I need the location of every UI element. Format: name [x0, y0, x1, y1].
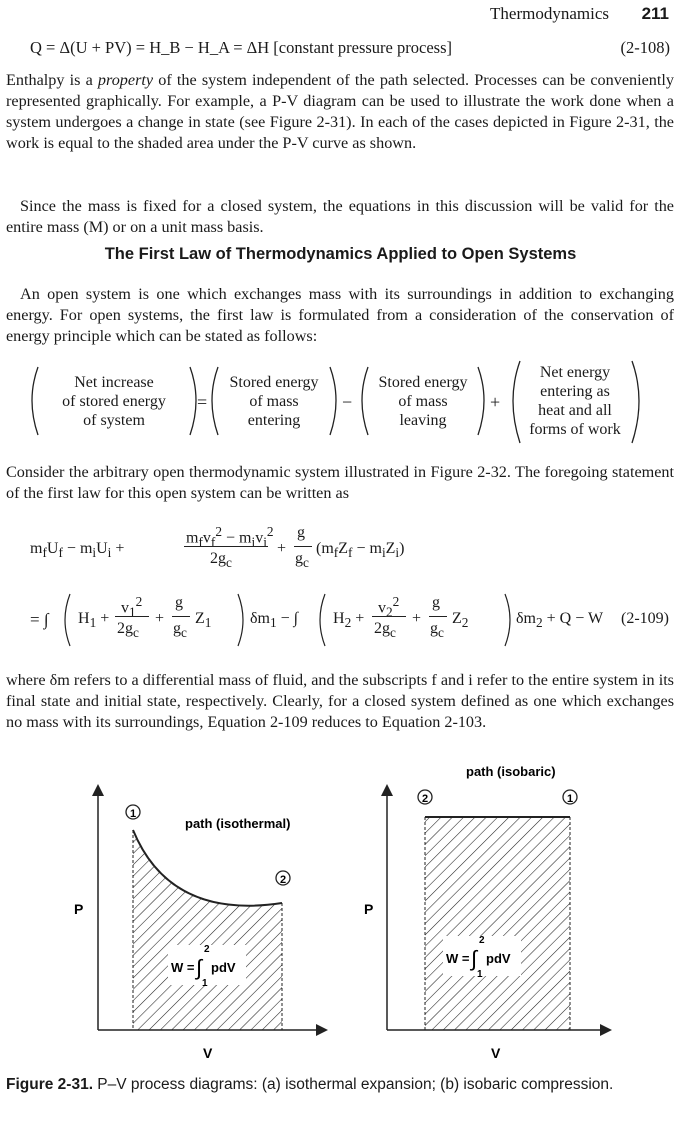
term-net-energy [514, 363, 636, 439]
operator-plus: + [490, 392, 501, 412]
svg-text:∫: ∫ [471, 946, 478, 971]
plus-op: + [277, 540, 287, 557]
panel-a-isothermal [74, 790, 322, 1070]
rhs-g1-num: g [175, 594, 183, 611]
term1-line1: Net increase [74, 374, 154, 391]
term2-line3: entering [247, 412, 301, 429]
rhs-plus1: + [155, 610, 165, 627]
caption-label: Figure 2-31. [6, 1076, 93, 1093]
rhs-g2-num: g [432, 594, 440, 611]
section-title: The First Law of Thermodynamics Applied to Open Systems [104, 245, 577, 263]
panel-a-p-label: P [74, 901, 84, 917]
panel-b-state2: 2 [421, 793, 429, 805]
svg-text:∫: ∫ [196, 955, 203, 980]
para3-text: An open system is one which exchanges mass with its surroundings in addition to exchanging energy. For open systems, the first law is formulated from a consideration of the conservation of energy principle which can be stated as follows: [6, 285, 674, 345]
svg-text:W =: W = [446, 951, 470, 966]
potential-terms: $(m_fZ_f - m_iZ_i)$ [316, 540, 405, 561]
rhs-v2-num: $v_2^2$ [378, 594, 400, 620]
para2-text: Since the mass is fixed for a closed system, the equations in this discussion will be valid for the entire mass (M) or on a unit mass basis. [6, 197, 674, 236]
rhs-bar2 [172, 616, 190, 617]
panel-b-shaded-area [425, 817, 570, 1030]
para1-text-a: Enthalpy is a [6, 71, 98, 89]
figure-2-31 [0, 760, 681, 1070]
para4-text: Consider the arbitrary open thermodynamic system illustrated in Figure 2-32. The foregoing statement of the first law for this open system can be written as [6, 463, 674, 502]
paragraph-closed-system [6, 196, 674, 238]
panel-a-v-label: V [203, 1045, 213, 1061]
operator-minus: − [342, 392, 353, 412]
term4-line3: heat and all [538, 402, 612, 419]
panel-b-v-label: V [491, 1045, 501, 1061]
svg-text:2: 2 [479, 935, 485, 946]
rhs-v2-den: $2g_c$ [374, 620, 396, 641]
kinetic-denominator: $2g_c$ [210, 550, 232, 571]
term4-line2: entering as [540, 383, 610, 400]
term4-line1: Net energy [539, 364, 611, 381]
caption-text: P–V process diagrams: (a) isothermal expansion; (b) isobaric compression. [93, 1076, 614, 1093]
para1-text-b: of the system independent of the path selected. Processes can be conveniently represented graphically. For example, a P-V diagram can be used to illustrate the work done when a system undergoes a change in state (see Figure 2-31). In each of the cases depicted in Figure 2-31, the work is equal to the shaded area under the P-V curve as shown. [6, 71, 674, 152]
figure-caption [6, 1075, 674, 1095]
rhs-z2: $Z_2$ [452, 610, 469, 631]
term1-line3: of system [83, 412, 145, 429]
para1-italic: property [97, 71, 154, 89]
panel-a-path-label: path (isothermal) [185, 816, 291, 831]
kinetic-numerator: $m_fv_f^2 - m_iv_i^2$ [186, 524, 274, 550]
rhs-v1-num: $v_1^2$ [121, 594, 143, 620]
rhs-h2: $H_2$ + [333, 610, 365, 631]
rhs-bar1 [115, 616, 149, 617]
term2-line2: of mass [249, 393, 299, 410]
rhs-plus2: + [412, 610, 422, 627]
rhs-g2-den: $g_c$ [430, 620, 444, 641]
term-stored-leaving [364, 373, 482, 430]
rhs-dm2: $\delta m_2 + Q - W$ [516, 610, 604, 631]
panel-a-work-integral [168, 944, 246, 989]
rhs-z1: $Z_1$ [195, 610, 212, 631]
term3-line2: of mass [398, 393, 448, 410]
panel-a-state2: 2 [279, 874, 287, 886]
page-header [0, 4, 681, 26]
running-head: Thermodynamics [490, 4, 609, 23]
term-stored-entering [215, 373, 333, 430]
equation-2-108 [30, 38, 670, 58]
rhs-eq: = ∫ [30, 610, 49, 629]
panel-b-state1: 1 [566, 793, 574, 805]
svg-text:2: 2 [204, 944, 210, 955]
equation-number: (2-108) [620, 38, 670, 57]
term-net-increase [36, 373, 192, 430]
equation-2-109-number: (2-109) [621, 610, 669, 627]
term3-line1: Stored energy [378, 374, 468, 391]
svg-text:pdV: pdV [211, 960, 236, 975]
potential-numerator: g [297, 524, 305, 541]
svg-text:1: 1 [202, 978, 208, 989]
paragraph-delta-m [6, 670, 674, 733]
term3-line3: leaving [399, 412, 447, 429]
para5-text: where δm refers to a differential mass of fluid, and the subscripts f and i refer to the entire system in its final state and initial state, respectively. Clearly, for a closed system defined as one which exchanges no mass with its surroundings, Equation 2-109 reduces to Equation 2-103. [6, 671, 674, 731]
fraction-bar-2 [294, 546, 312, 547]
rhs-dm1: $\delta m_1$ − ∫ [250, 610, 299, 631]
rhs-h1: $H_1$ + [78, 610, 110, 631]
paragraph-open-first-law [6, 462, 674, 504]
rhs-bar3 [372, 616, 406, 617]
panel-a-shaded-area [133, 830, 282, 1030]
panel-b-path-label: path (isobaric) [466, 764, 556, 779]
term4-line4: forms of work [529, 421, 621, 438]
paragraph-enthalpy [6, 70, 674, 154]
svg-text:pdV: pdV [486, 951, 511, 966]
panel-b-isobaric [364, 764, 606, 1070]
rhs-g1-den: $g_c$ [173, 620, 187, 641]
rhs-bar4 [429, 616, 447, 617]
operator-equals: = [197, 392, 208, 412]
svg-text:W =: W = [171, 960, 195, 975]
panel-b-p-label: P [364, 901, 374, 917]
equation-2-108-text: Q = Δ(U + PV) = H_B − H_A = ΔH [constant pressure process] [30, 38, 452, 57]
svg-text:1: 1 [477, 969, 483, 980]
panel-a-state1: 1 [129, 808, 137, 820]
term1-line2: of stored energy [62, 393, 166, 410]
page-number: 211 [641, 4, 669, 23]
fraction-bar [184, 546, 268, 547]
panel-b-work-integral [443, 935, 521, 980]
lhs-terms: $m_fU_f - m_iU_i$ + [30, 540, 125, 561]
term2-line1: Stored energy [229, 374, 319, 391]
rhs-v1-den: $2g_c$ [117, 620, 139, 641]
paragraph-open-system [6, 284, 674, 347]
potential-denominator: $g_c$ [295, 550, 309, 571]
